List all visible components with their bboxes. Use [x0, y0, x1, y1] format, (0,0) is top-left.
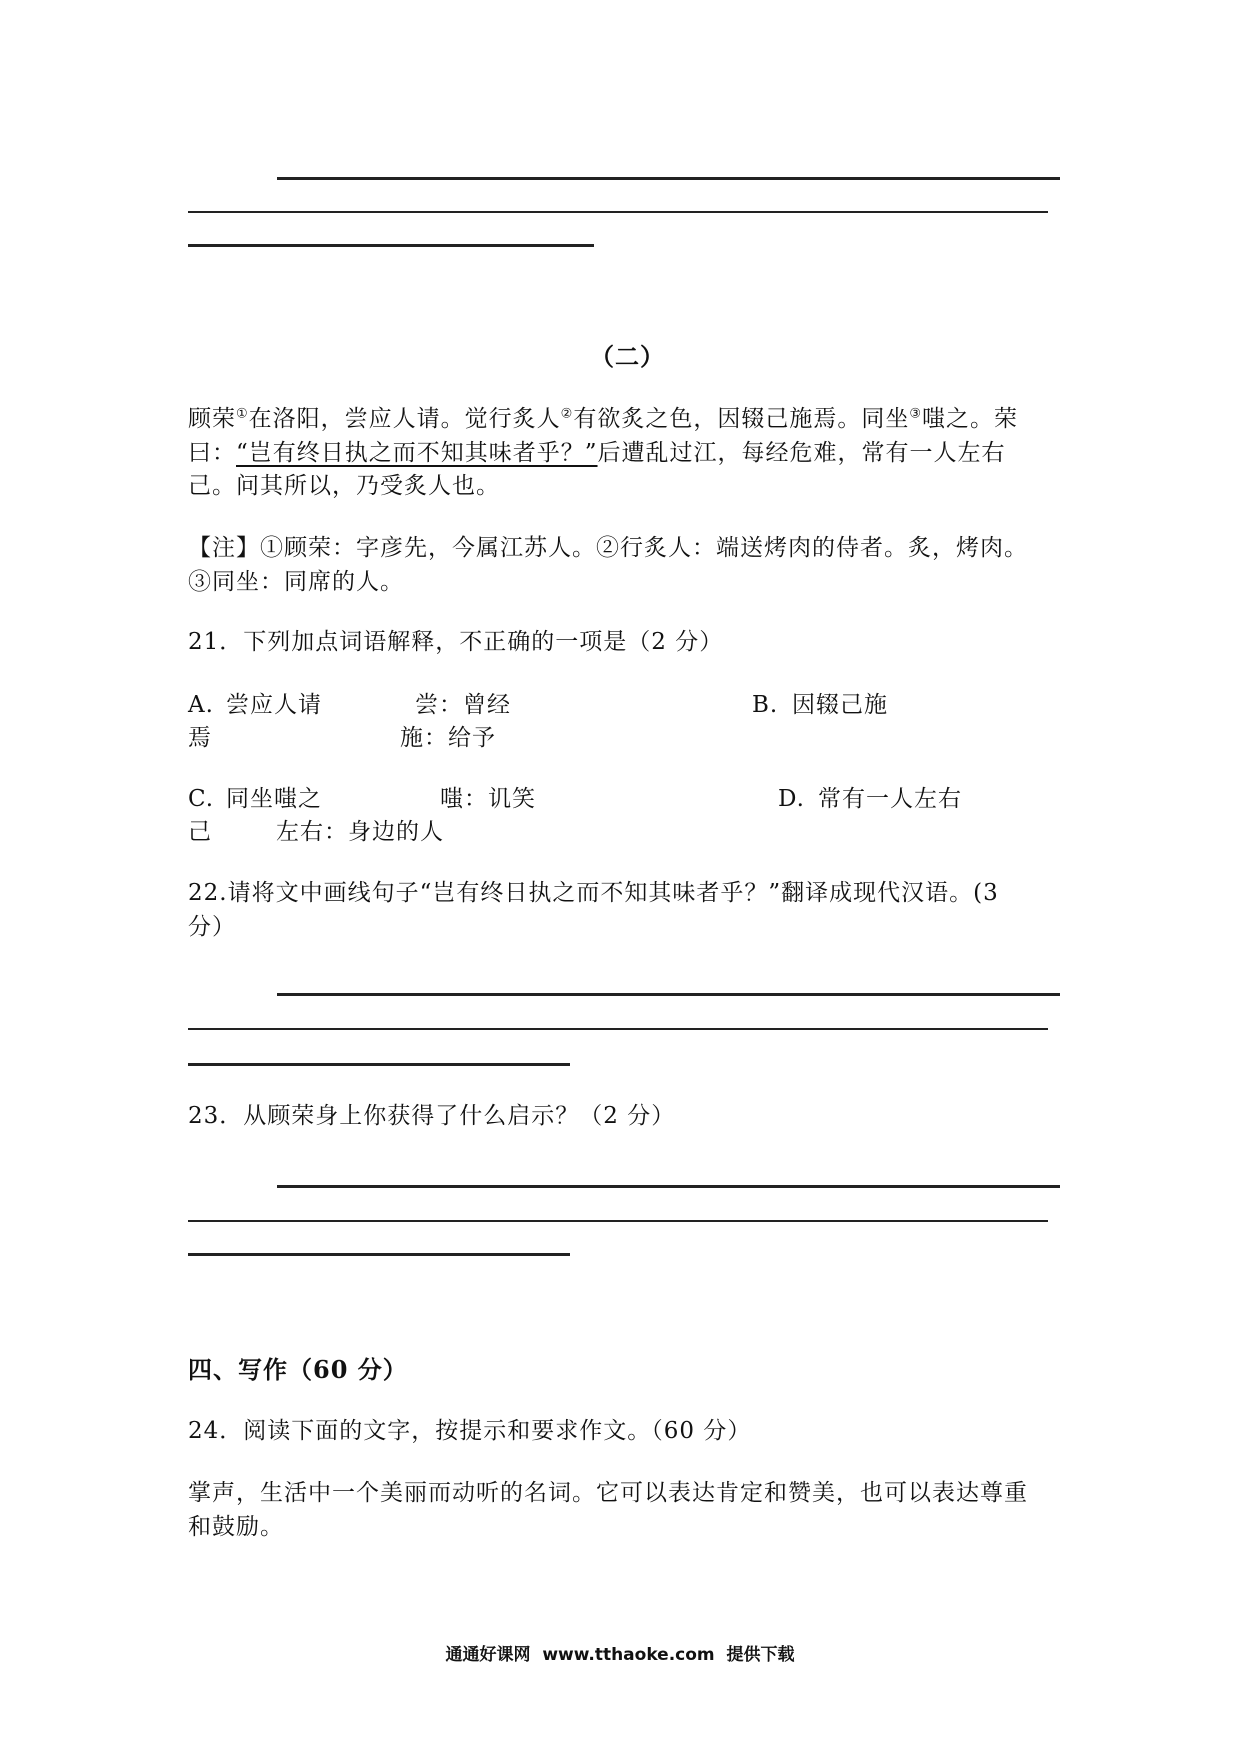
option-c-label: C.	[188, 786, 215, 812]
answer-line[interactable]	[188, 244, 594, 247]
underlined-sentence: “岂有终日执之而不知其味者乎？”	[236, 440, 598, 466]
question-23-stem: 23．从顾荣身上你获得了什么启示？（2 分）	[188, 1103, 676, 1129]
notes-line-2: ③同坐：同席的人。	[188, 569, 404, 595]
option-a-explanation: 尝：曾经	[415, 692, 511, 718]
notes-line-1: 【注】①顾荣：字彦先，今属江苏人。②行炙人：端送烤肉的侍者。炙，烤肉。	[188, 535, 1028, 561]
option-d-explanation: 左右：身边的人	[276, 819, 444, 845]
answer-line[interactable]	[188, 1063, 570, 1066]
footer-watermark: 通通好课网 www.tthaoke.com 提供下载	[445, 1645, 795, 1665]
option-d-label: D.	[778, 786, 805, 812]
passage-line-1: 顾荣①在洛阳，尝应人请。觉行炙人②有欲炙之色，因辍己施焉。同坐③嗤之。荣	[188, 406, 1018, 432]
option-a-label: A.	[188, 692, 214, 718]
option-b-explanation: 施：给予	[400, 725, 496, 751]
option-d-phrase: 常有一人左右	[818, 786, 962, 812]
option-c-explanation: 嗤：讥笑	[440, 786, 536, 812]
option-b-label: B.	[752, 692, 779, 718]
passage-line-3: 己。问其所以，乃受炙人也。	[188, 473, 500, 499]
section-heading: （二）	[590, 342, 665, 371]
option-b-phrase-wrap: 焉	[188, 725, 212, 751]
answer-line[interactable]	[188, 211, 1048, 213]
question-22-line-1: 22.请将文中画线句子“岂有终日执之而不知其味者乎？”翻译成现代汉语。(3	[188, 880, 999, 906]
answer-line[interactable]	[277, 177, 1060, 180]
answer-line[interactable]	[188, 1220, 1048, 1222]
answer-line[interactable]	[277, 993, 1060, 996]
prompt-paragraph-line-2: 和鼓励。	[188, 1514, 284, 1540]
answer-line[interactable]	[188, 1253, 570, 1256]
answer-line[interactable]	[277, 1185, 1060, 1188]
writing-section-heading: 四、写作（60 分）	[188, 1355, 408, 1384]
answer-line[interactable]	[188, 1028, 1048, 1030]
option-b-phrase: 因辍己施	[792, 692, 888, 718]
question-24-stem: 24．阅读下面的文字，按提示和要求作文。（60 分）	[188, 1418, 752, 1444]
passage-line-2: 曰：“岂有终日执之而不知其味者乎？”后遭乱过江，每经危难，常有一人左右	[188, 440, 1006, 466]
question-21-stem: 21．下列加点词语解释，不正确的一项是（2 分）	[188, 629, 724, 655]
option-c-phrase: 同坐嗤之	[226, 786, 322, 812]
question-22-line-2: 分）	[188, 914, 236, 940]
option-d-phrase-wrap: 己	[188, 819, 212, 845]
prompt-paragraph-line-1: 掌声，生活中一个美丽而动听的名词。它可以表达肯定和赞美，也可以表达尊重	[188, 1480, 1028, 1506]
option-a-phrase: 尝应人请	[226, 692, 322, 718]
